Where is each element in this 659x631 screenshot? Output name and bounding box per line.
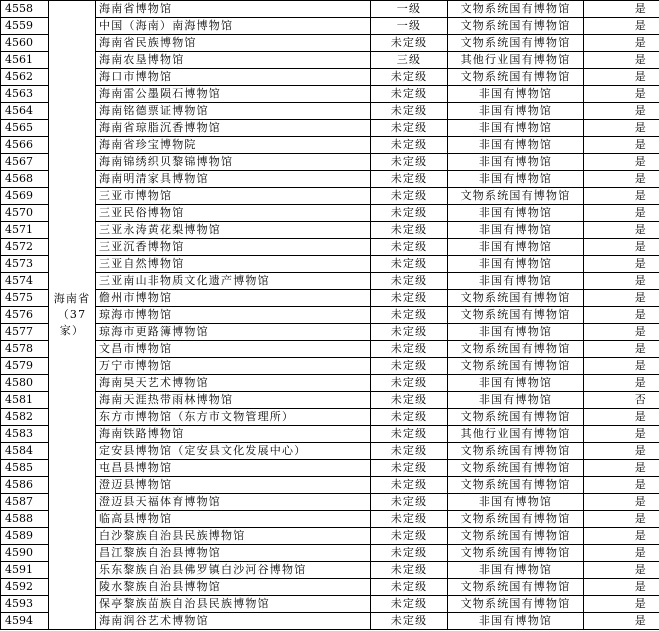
museum-type: 文物系统国有博物馆: [448, 358, 584, 375]
museum-level: 未定级: [371, 35, 448, 52]
museum-name: 海南明清家具博物馆: [96, 171, 371, 188]
museum-level: 未定级: [371, 545, 448, 562]
museum-type: 非国有博物馆: [448, 205, 584, 222]
free-admission: 是: [584, 1, 659, 18]
row-number: 4590: [1, 545, 49, 562]
museum-type: 文物系统国有博物馆: [448, 341, 584, 358]
museum-name: 澄迈县博物馆: [96, 477, 371, 494]
museum-name: 海南农垦博物馆: [96, 52, 371, 69]
museum-name: 海南省民族博物馆: [96, 35, 371, 52]
table-row: [1, 171, 659, 188]
free-admission: 是: [584, 443, 659, 460]
museum-name: 海南天涯热带雨林博物馆: [96, 392, 371, 409]
table-row: [1, 256, 659, 273]
museum-type: 文物系统国有博物馆: [448, 188, 584, 205]
museum-level: 未定级: [371, 120, 448, 137]
free-admission: 是: [584, 477, 659, 494]
row-number: 4565: [1, 120, 49, 137]
table-row: [1, 562, 659, 579]
museum-type: 其他行业国有博物馆: [448, 426, 584, 443]
table-row: [1, 273, 659, 290]
free-admission: 是: [584, 205, 659, 222]
museum-level: 一级: [371, 18, 448, 35]
free-admission: 是: [584, 358, 659, 375]
table-row: [1, 239, 659, 256]
museum-name: 白沙黎族自治县民族博物馆: [96, 528, 371, 545]
row-number: 4592: [1, 579, 49, 596]
museum-type: 非国有博物馆: [448, 120, 584, 137]
table-row: [1, 392, 659, 409]
free-admission: 是: [584, 273, 659, 290]
table-row: [1, 154, 659, 171]
museum-name: 三亚沉香博物馆: [96, 239, 371, 256]
museum-level: 未定级: [371, 511, 448, 528]
museum-name: 三亚民俗博物馆: [96, 205, 371, 222]
museum-name: 文昌市博物馆: [96, 341, 371, 358]
museum-name: 中国（海南）南海博物馆: [96, 18, 371, 35]
free-admission: 是: [584, 86, 659, 103]
table-row: [1, 103, 659, 120]
museum-name: 海南省博物馆: [96, 1, 371, 18]
museum-type: 文物系统国有博物馆: [448, 545, 584, 562]
museum-name: 三亚自然博物馆: [96, 256, 371, 273]
free-admission: 是: [584, 18, 659, 35]
table-row: [1, 290, 659, 307]
table-row: [1, 307, 659, 324]
museum-level: 未定级: [371, 290, 448, 307]
row-number: 4558: [1, 1, 49, 18]
row-number: 4586: [1, 477, 49, 494]
museum-level: 未定级: [371, 392, 448, 409]
museum-level: 未定级: [371, 188, 448, 205]
museum-type: 非国有博物馆: [448, 222, 584, 239]
row-number: 4575: [1, 290, 49, 307]
free-admission: 是: [584, 290, 659, 307]
free-admission: 是: [584, 239, 659, 256]
museum-name: 海南润谷艺术博物馆: [96, 613, 371, 630]
table-row: [1, 545, 659, 562]
free-admission: 是: [584, 409, 659, 426]
museum-level: 未定级: [371, 528, 448, 545]
museum-type: 非国有博物馆: [448, 137, 584, 154]
museum-level: 未定级: [371, 426, 448, 443]
free-admission: 是: [584, 324, 659, 341]
museum-level: 未定级: [371, 324, 448, 341]
museum-type: 非国有博物馆: [448, 103, 584, 120]
row-number: 4578: [1, 341, 49, 358]
row-number: 4594: [1, 613, 49, 630]
museum-type: 文物系统国有博物馆: [448, 443, 584, 460]
museum-name: 三亚永涛黄花梨博物馆: [96, 222, 371, 239]
museum-type: 其他行业国有博物馆: [448, 52, 584, 69]
row-number: 4577: [1, 324, 49, 341]
table-row: [1, 494, 659, 511]
free-admission: 是: [584, 511, 659, 528]
table-row: [1, 35, 659, 52]
museum-type: 文物系统国有博物馆: [448, 1, 584, 18]
museum-level: 未定级: [371, 239, 448, 256]
museum-name: 万宁市博物馆: [96, 358, 371, 375]
museum-name: 琼海市更路簿博物馆: [96, 324, 371, 341]
museum-name: 琼海市博物馆: [96, 307, 371, 324]
row-number: 4581: [1, 392, 49, 409]
table-row: [1, 1, 659, 18]
museum-level: 未定级: [371, 341, 448, 358]
museum-level: 一级: [371, 1, 448, 18]
row-number: 4569: [1, 188, 49, 205]
free-admission: 是: [584, 579, 659, 596]
row-number: 4585: [1, 460, 49, 477]
museum-level: 未定级: [371, 596, 448, 613]
table-row: [1, 460, 659, 477]
table-row: [1, 52, 659, 69]
museum-level: 未定级: [371, 256, 448, 273]
table-row: [1, 443, 659, 460]
table-row: [1, 579, 659, 596]
table-row: [1, 409, 659, 426]
table-row: [1, 222, 659, 239]
museum-level: 未定级: [371, 69, 448, 86]
museum-type: 非国有博物馆: [448, 494, 584, 511]
row-number: 4579: [1, 358, 49, 375]
museum-level: 未定级: [371, 494, 448, 511]
free-admission: 是: [584, 528, 659, 545]
museum-type: 文物系统国有博物馆: [448, 460, 584, 477]
table-row: [1, 188, 659, 205]
row-number: 4588: [1, 511, 49, 528]
row-number: 4584: [1, 443, 49, 460]
free-admission: 是: [584, 256, 659, 273]
museum-level: 未定级: [371, 154, 448, 171]
museum-level: 未定级: [371, 460, 448, 477]
museum-type: 文物系统国有博物馆: [448, 69, 584, 86]
row-number: 4580: [1, 375, 49, 392]
museum-type: 非国有博物馆: [448, 256, 584, 273]
museum-name: 海南铁路博物馆: [96, 426, 371, 443]
museum-level: 未定级: [371, 562, 448, 579]
museum-type: 文物系统国有博物馆: [448, 596, 584, 613]
row-number: 4570: [1, 205, 49, 222]
free-admission: 是: [584, 460, 659, 477]
row-number: 4573: [1, 256, 49, 273]
free-admission: 是: [584, 154, 659, 171]
free-admission: 是: [584, 137, 659, 154]
museum-type: 非国有博物馆: [448, 239, 584, 256]
museum-level: 三级: [371, 52, 448, 69]
museum-name: 海南铭德票证博物馆: [96, 103, 371, 120]
free-admission: 是: [584, 222, 659, 239]
free-admission: 是: [584, 69, 659, 86]
museum-type: 非国有博物馆: [448, 171, 584, 188]
museum-type: 非国有博物馆: [448, 613, 584, 630]
row-number: 4574: [1, 273, 49, 290]
table-row: [1, 69, 659, 86]
museum-level: 未定级: [371, 103, 448, 120]
table-row: [1, 477, 659, 494]
museum-type: 非国有博物馆: [448, 154, 584, 171]
museum-level: 未定级: [371, 205, 448, 222]
free-admission: 是: [584, 426, 659, 443]
table-row: [1, 18, 659, 35]
museum-type: 非国有博物馆: [448, 86, 584, 103]
museum-name: 屯昌县博物馆: [96, 460, 371, 477]
museum-name: 三亚南山非物质文化遗产博物馆: [96, 273, 371, 290]
museum-level: 未定级: [371, 477, 448, 494]
museum-type: 文物系统国有博物馆: [448, 307, 584, 324]
museum-type: 文物系统国有博物馆: [448, 290, 584, 307]
museum-name: 海南雷公墨陨石博物馆: [96, 86, 371, 103]
museum-level: 未定级: [371, 273, 448, 290]
table-row: [1, 375, 659, 392]
free-admission: 是: [584, 120, 659, 137]
row-number: 4561: [1, 52, 49, 69]
museum-name: 定安县博物馆（定安县文化发展中心）: [96, 443, 371, 460]
free-admission: 是: [584, 613, 659, 630]
museum-type: 非国有博物馆: [448, 273, 584, 290]
museum-name: 昌江黎族自治县博物馆: [96, 545, 371, 562]
museum-type: 文物系统国有博物馆: [448, 579, 584, 596]
museum-level: 未定级: [371, 86, 448, 103]
free-admission: 是: [584, 545, 659, 562]
row-number: 4582: [1, 409, 49, 426]
table-row: [1, 137, 659, 154]
museum-name: 陵水黎族自治县博物馆: [96, 579, 371, 596]
row-number: 4560: [1, 35, 49, 52]
museum-type: 文物系统国有博物馆: [448, 528, 584, 545]
table-row: [1, 426, 659, 443]
province-cell: 海南省（37家）: [49, 1, 96, 630]
museum-type: 文物系统国有博物馆: [448, 477, 584, 494]
museum-level: 未定级: [371, 137, 448, 154]
table-row: [1, 613, 659, 630]
free-admission: 是: [584, 494, 659, 511]
museum-type: 文物系统国有博物馆: [448, 409, 584, 426]
museum-name: 儋州市博物馆: [96, 290, 371, 307]
table-row: [1, 86, 659, 103]
free-admission: 是: [584, 35, 659, 52]
free-admission: 是: [584, 307, 659, 324]
museum-type: 非国有博物馆: [448, 324, 584, 341]
museum-name: 保亭黎族苗族自治县民族博物馆: [96, 596, 371, 613]
table-row: [1, 205, 659, 222]
free-admission: 是: [584, 562, 659, 579]
row-number: 4576: [1, 307, 49, 324]
museum-level: 未定级: [371, 222, 448, 239]
museum-level: 未定级: [371, 409, 448, 426]
museum-level: 未定级: [371, 579, 448, 596]
museum-name: 海南昊天艺术博物馆: [96, 375, 371, 392]
row-number: 4568: [1, 171, 49, 188]
row-number: 4583: [1, 426, 49, 443]
museum-name: 海南省琼脂沉香博物馆: [96, 120, 371, 137]
row-number: 4566: [1, 137, 49, 154]
row-number: 4564: [1, 103, 49, 120]
museum-name: 三亚市博物馆: [96, 188, 371, 205]
row-number: 4572: [1, 239, 49, 256]
free-admission: 是: [584, 171, 659, 188]
table-row: [1, 324, 659, 341]
row-number: 4559: [1, 18, 49, 35]
row-number: 4591: [1, 562, 49, 579]
museum-level: 未定级: [371, 443, 448, 460]
table-row: [1, 358, 659, 375]
museum-type: 文物系统国有博物馆: [448, 18, 584, 35]
row-number: 4589: [1, 528, 49, 545]
museum-level: 未定级: [371, 375, 448, 392]
museum-level: 未定级: [371, 171, 448, 188]
free-admission: 否: [584, 392, 659, 409]
free-admission: 是: [584, 188, 659, 205]
free-admission: 是: [584, 52, 659, 69]
row-number: 4571: [1, 222, 49, 239]
museum-type: 非国有博物馆: [448, 375, 584, 392]
row-number: 4562: [1, 69, 49, 86]
museum-name: 乐东黎族自治县佛罗镇白沙河谷博物馆: [96, 562, 371, 579]
table-row: [1, 341, 659, 358]
museum-name: 海口市博物馆: [96, 69, 371, 86]
museum-table-body: [1, 1, 659, 630]
row-number: 4593: [1, 596, 49, 613]
museum-type: 非国有博物馆: [448, 562, 584, 579]
museum-name: 海南省珍宝博物院: [96, 137, 371, 154]
museum-type: 文物系统国有博物馆: [448, 35, 584, 52]
table-row: [1, 120, 659, 137]
museum-name: 东方市博物馆（东方市文物管理所）: [96, 409, 371, 426]
row-number: 4587: [1, 494, 49, 511]
museum-level: 未定级: [371, 307, 448, 324]
free-admission: 是: [584, 596, 659, 613]
free-admission: 是: [584, 103, 659, 120]
table-row: [1, 596, 659, 613]
museum-level: 未定级: [371, 358, 448, 375]
museum-name: 澄迈县天福体育博物馆: [96, 494, 371, 511]
table-row: [1, 528, 659, 545]
museum-name: 临高县博物馆: [96, 511, 371, 528]
museum-name: 海南锦绣织贝黎锦博物馆: [96, 154, 371, 171]
museum-level: 未定级: [371, 613, 448, 630]
table-row: [1, 511, 659, 528]
free-admission: 是: [584, 375, 659, 392]
row-number: 4563: [1, 86, 49, 103]
museum-type: 非国有博物馆: [448, 392, 584, 409]
free-admission: 是: [584, 341, 659, 358]
row-number: 4567: [1, 154, 49, 171]
museum-type: 文物系统国有博物馆: [448, 511, 584, 528]
